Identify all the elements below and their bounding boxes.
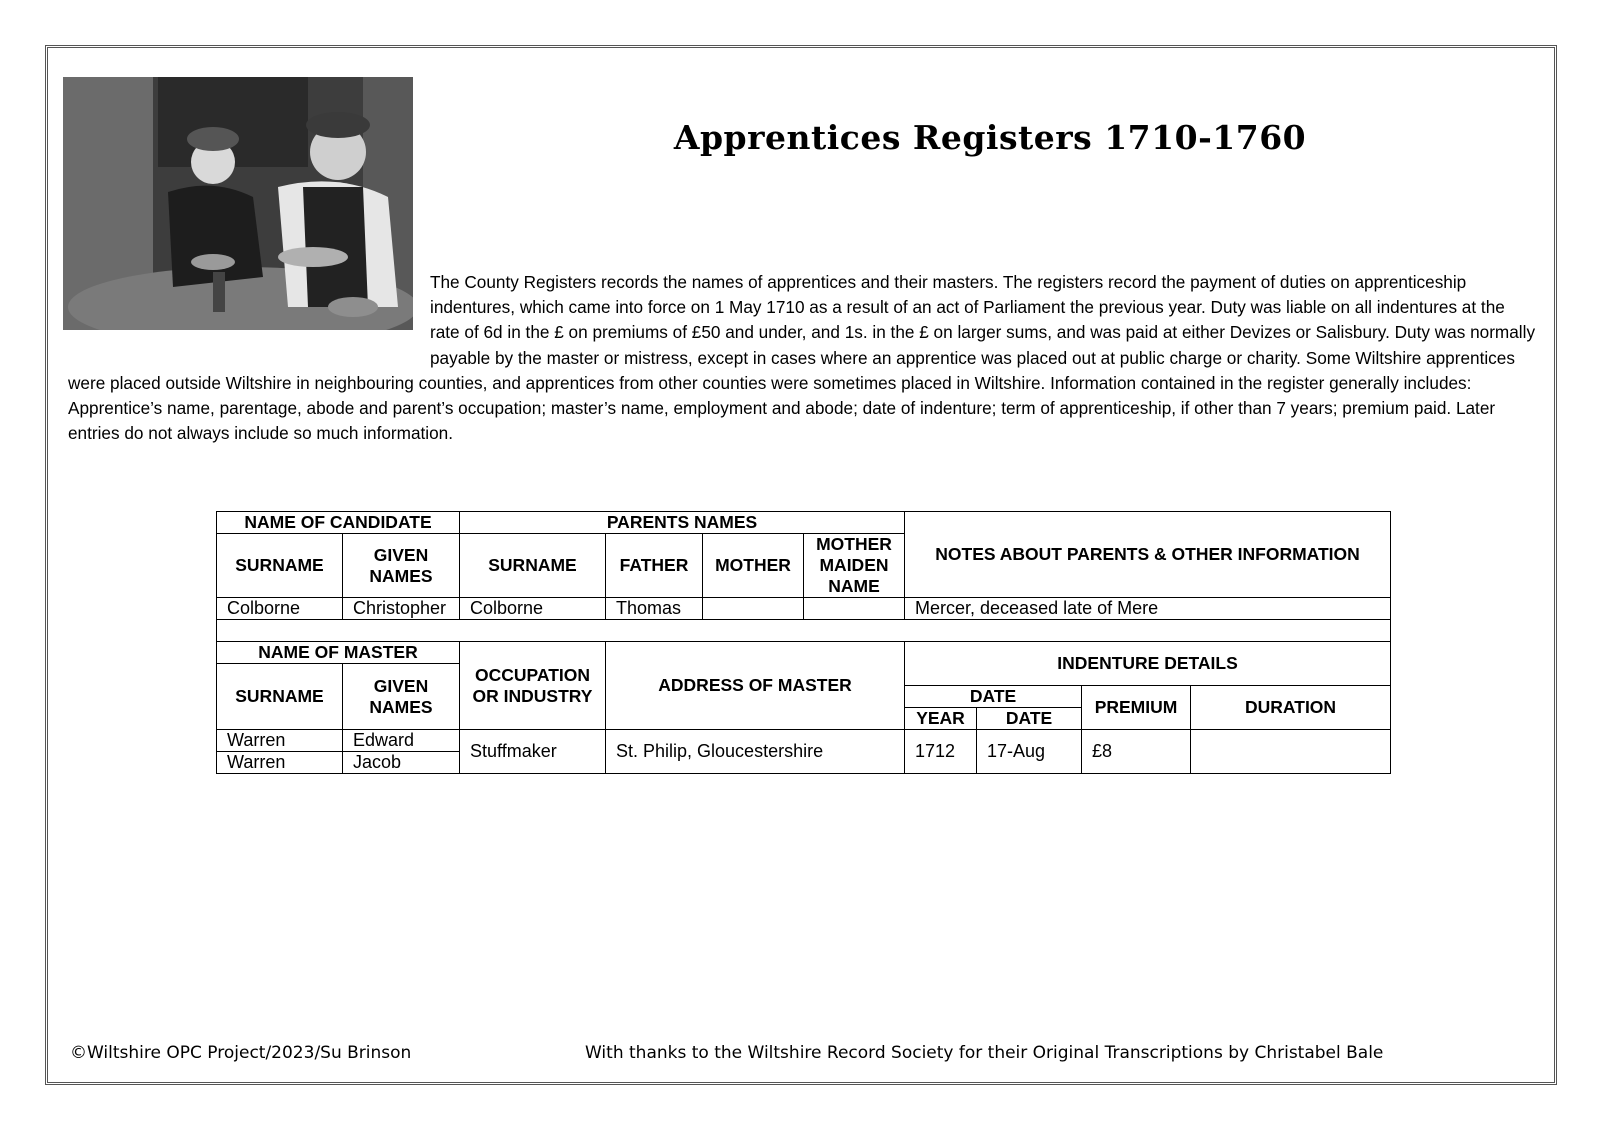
copyright-footer: ©Wiltshire OPC Project/2023/Su Brinson bbox=[70, 1043, 412, 1063]
page-title: Apprentices Registers 1710-1760 bbox=[673, 118, 1307, 157]
parent-surname: Colborne bbox=[460, 598, 606, 620]
intro-paragraph bbox=[68, 270, 1538, 446]
table-row bbox=[217, 598, 1391, 620]
premium-header: PREMIUM bbox=[1082, 686, 1191, 730]
candidate-surname: Colborne bbox=[217, 598, 343, 620]
intro-text: The County Registers records the names of apprentices and their masters. The registers record the payment of duties on apprenticeship indentures, which came into force on 1 May 1710 as a result of an act of Parliament the previous year. Duty was liable on all indentures at the rate of 6d in the £ on premiums of £50 and under, and 1s. in the £ on larger sums, and was paid at either Devizes or Salisbury. Duty was normally payable by the master or mistress, except in cases where an apprentice was placed out at public charge or charity. Some Wiltshire apprentices were placed outside Wiltshire in neighbouring counties, and apprentices from other counties were sometimes placed in Wiltshire. Information contained in the register generally includes: Apprentice’s name, parentage, abode and parent’s occupation; master’s name, employment and abode; date of indenture; term of apprenticeship, if other than 7 years; premium paid. Later entries do not always include so much information. bbox=[68, 272, 1536, 444]
name-of-master-header: NAME OF MASTER bbox=[217, 642, 460, 664]
master-given-names-header: GIVEN NAMES bbox=[343, 664, 460, 730]
name-of-candidate-header: NAME OF CANDIDATE bbox=[217, 512, 460, 534]
indenture-year: 1712 bbox=[905, 730, 977, 774]
acknowledgement-footer: With thanks to the Wiltshire Record Society for their Original Transcriptions by Christabel Bale bbox=[585, 1043, 1384, 1063]
indenture-details-header: INDENTURE DETAILS bbox=[905, 642, 1391, 686]
register-table bbox=[216, 511, 1391, 774]
date-group-header: DATE bbox=[905, 686, 1082, 708]
master-surname: Warren bbox=[217, 730, 343, 752]
candidate-surname-header: SURNAME bbox=[217, 534, 343, 598]
parents-names-header: PARENTS NAMES bbox=[460, 512, 905, 534]
indenture-premium: £8 bbox=[1082, 730, 1191, 774]
master-surname: Warren bbox=[217, 752, 343, 774]
year-header: YEAR bbox=[905, 708, 977, 730]
master-surname-header: SURNAME bbox=[217, 664, 343, 730]
master-occupation: Stuffmaker bbox=[460, 730, 606, 774]
candidate-given-names: Christopher bbox=[343, 598, 460, 620]
parent-notes: Mercer, deceased late of Mere bbox=[905, 598, 1391, 620]
master-address: St. Philip, Gloucestershire bbox=[606, 730, 905, 774]
indenture-date: 17-Aug bbox=[977, 730, 1082, 774]
mother-header: MOTHER bbox=[703, 534, 804, 598]
table-row bbox=[217, 730, 1391, 752]
father-name: Thomas bbox=[606, 598, 703, 620]
occupation-header: OCCUPATION OR INDUSTRY bbox=[460, 642, 606, 730]
mother-maiden-name bbox=[804, 598, 905, 620]
master-given-names: Edward bbox=[343, 730, 460, 752]
indenture-duration bbox=[1191, 730, 1391, 774]
parent-surname-header: SURNAME bbox=[460, 534, 606, 598]
duration-header: DURATION bbox=[1191, 686, 1391, 730]
father-header: FATHER bbox=[606, 534, 703, 598]
candidate-given-names-header: GIVEN NAMES bbox=[343, 534, 460, 598]
master-given-names: Jacob bbox=[343, 752, 460, 774]
date-header: DATE bbox=[977, 708, 1082, 730]
table-spacer-row bbox=[217, 620, 1391, 642]
notes-header: NOTES ABOUT PARENTS & OTHER INFORMATION bbox=[905, 512, 1391, 598]
mother-maiden-name-header: MOTHER MAIDEN NAME bbox=[804, 534, 905, 598]
mother-name bbox=[703, 598, 804, 620]
address-header: ADDRESS OF MASTER bbox=[606, 642, 905, 730]
